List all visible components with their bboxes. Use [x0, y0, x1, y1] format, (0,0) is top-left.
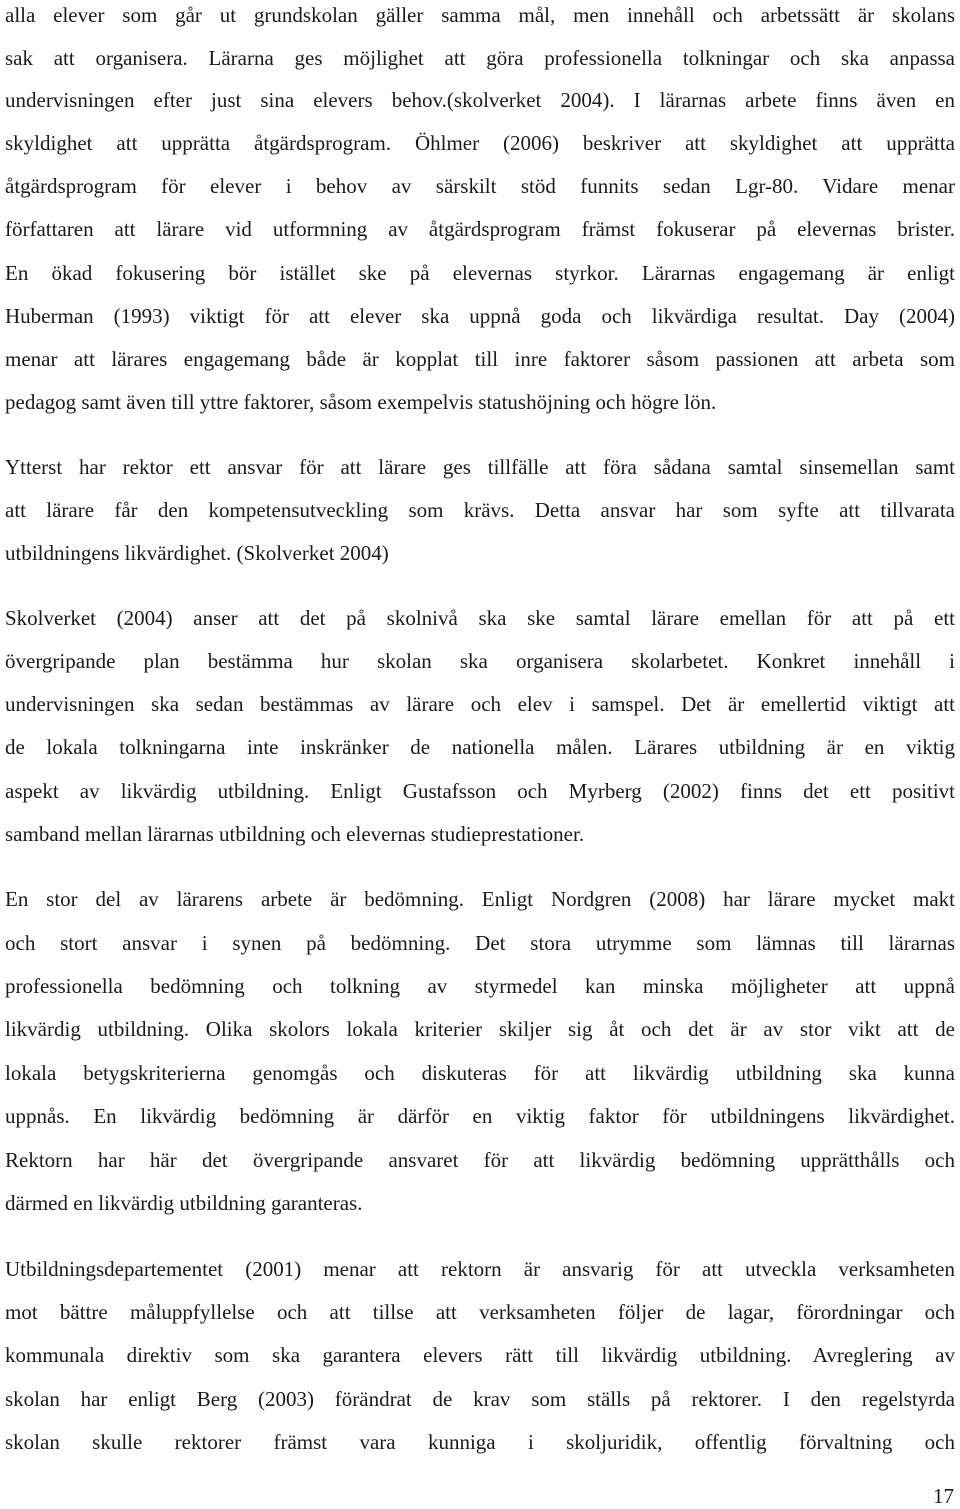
paragraph-1-line-7: En ökad fokusering bör istället ske på elevernas styrkor. Lärarnas engagemang är enligt: [5, 261, 955, 285]
paragraph-1-line-8: Huberman (1993) viktigt för att elever ska uppnå goda och likvärdiga resultat. Day (2004): [5, 304, 955, 328]
paragraph-3-line-4: de lokala tolkningarna inte inskränker de nationella målen. Lärares utbildning är en viktig: [5, 735, 955, 759]
paragraph-1-line-1: alla elever som går ut grundskolan gäller samma mål, men innehåll och arbetssätt är skolans: [5, 3, 955, 27]
paragraph-2-line-1: Ytterst har rektor ett ansvar för att lärare ges tillfälle att föra sådana samtal sinsemellan samt: [5, 455, 955, 479]
paragraph-4-line-7: Rektorn har här det övergripande ansvaret för att likvärdig bedömning upprätthålls och: [5, 1148, 955, 1172]
paragraph-1-line-4: skyldighet att upprätta åtgärdsprogram. Öhlmer (2006) beskriver att skyldighet att upprätta: [5, 131, 955, 155]
paragraph-1-line-10: pedagog samt även till yttre faktorer, såsom exempelvis statushöjning och högre lön.: [5, 390, 717, 414]
paragraph-4-line-3: professionella bedömning och tolkning av styrmedel kan minska möjligheter att uppnå: [5, 974, 955, 998]
paragraph-5-line-5: skolan skulle rektorer främst vara kunniga i skoljuridik, offentlig förvaltning och: [5, 1430, 955, 1454]
paragraph-4-line-8: därmed en likvärdig utbildning garanteras.: [5, 1191, 363, 1215]
paragraph-5-line-3: kommunala direktiv som ska garantera elevers rätt till likvärdig utbildning. Avreglering av: [5, 1343, 955, 1367]
paragraph-4-line-2: och stort ansvar i synen på bedömning. Det stora utrymme som lämnas till lärarnas: [5, 931, 955, 955]
page-number: 17: [933, 1484, 954, 1508]
paragraph-5-line-2: mot bättre måluppfyllelse och att tillse att verksamheten följer de lagar, förordningar och: [5, 1300, 955, 1324]
paragraph-1-line-3: undervisningen efter just sina elevers behov.(skolverket 2004). I lärarnas arbete finns även en: [5, 88, 955, 112]
paragraph-1-line-5: åtgärdsprogram för elever i behov av särskilt stöd funnits sedan Lgr-80. Vidare menar: [5, 174, 955, 198]
paragraph-1-line-2: sak att organisera. Lärarna ges möjlighet att göra professionella tolkningar och ska anpassa: [5, 46, 955, 70]
paragraph-1-line-9: menar att lärares engagemang både är kopplat till inre faktorer såsom passionen att arbeta som: [5, 347, 955, 371]
paragraph-3-line-1: Skolverket (2004) anser att det på skolnivå ska ske samtal lärare emellan för att på ett: [5, 606, 955, 630]
paragraph-2-line-3: utbildningens likvärdighet. (Skolverket 2004): [5, 541, 389, 565]
paragraph-2-line-2: att lärare får den kompetensutveckling som krävs. Detta ansvar har som syfte att tillvarata: [5, 498, 955, 522]
paragraph-3-line-5: aspekt av likvärdig utbildning. Enligt Gustafsson och Myrberg (2002) finns det ett positivt: [5, 779, 955, 803]
paragraph-3-line-3: undervisningen ska sedan bestämmas av lärare och elev i samspel. Det är emellertid viktigt att: [5, 692, 955, 716]
paragraph-4-line-5: lokala betygskriterierna genomgås och diskuteras för att likvärdig utbildning ska kunna: [5, 1061, 955, 1085]
paragraph-4-line-4: likvärdig utbildning. Olika skolors lokala kriterier skiljer sig åt och det är av stor vikt att de: [5, 1017, 955, 1041]
paragraph-4-line-6: uppnås. En likvärdig bedömning är därför en viktig faktor för utbildningens likvärdighet.: [5, 1104, 955, 1128]
paragraph-3-line-6: samband mellan lärarnas utbildning och elevernas studieprestationer.: [5, 822, 585, 846]
paragraph-4-line-1: En stor del av lärarens arbete är bedömning. Enligt Nordgren (2008) har lärare mycket makt: [5, 887, 955, 911]
paragraph-1-line-6: författaren att lärare vid utformning av åtgärdsprogram främst fokuserar på elevernas brister.: [5, 217, 955, 241]
paragraph-5-line-1: Utbildningsdepartementet (2001) menar att rektorn är ansvarig för att utveckla verksamheten: [5, 1257, 955, 1281]
paragraph-5-line-4: skolan har enligt Berg (2003) förändrat de krav som ställs på rektorer. I den regelstyrda: [5, 1387, 955, 1411]
paragraph-3-line-2: övergripande plan bestämma hur skolan ska organisera skolarbetet. Konkret innehåll i: [5, 649, 955, 673]
